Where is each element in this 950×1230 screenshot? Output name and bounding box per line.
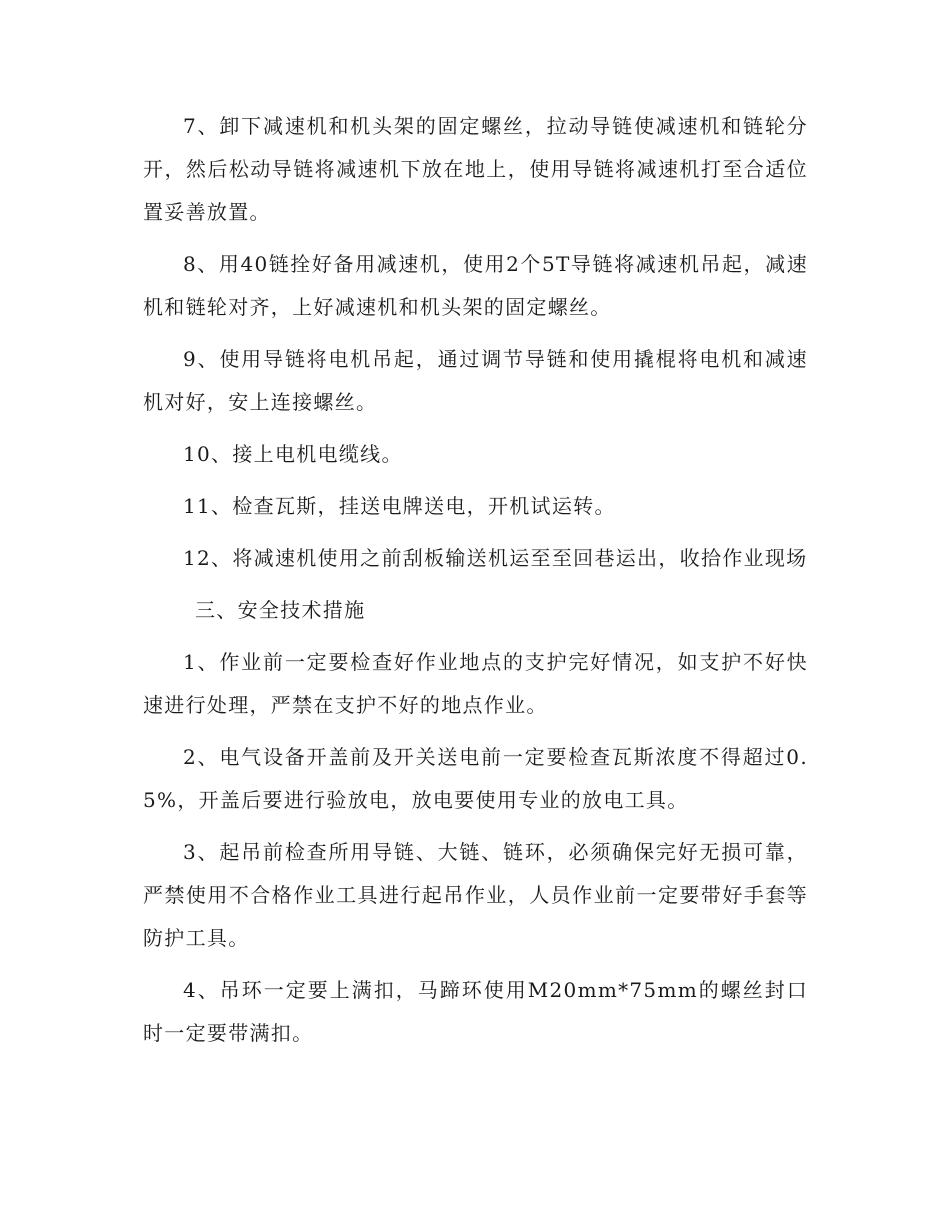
paragraph-measure-2: 2、电气设备开盖前及开关送电前一定要检查瓦斯浓度不得超过0.5%，开盖后要进行验放电，放电要使用专业的放电工具。 — [143, 745, 808, 812]
paragraph-step-9: 9、使用导链将电机吊起，通过调节导链和使用撬棍将电机和减速机对好，安上连接螺丝。 — [143, 347, 808, 414]
paragraph-measure-3: 3、起吊前检查所用导链、大链、链环，必须确保完好无损可靠，严禁使用不合格作业工具进行起吊作业，人员作业前一定要带好手套等防护工具。 — [143, 840, 808, 950]
document-page — [143, 105, 808, 1064]
paragraph-step-8: 8、用40链拴好备用减速机，使用2个5T导链将减速机吊起，减速机和链轮对齐，上好减速机和机头架的固定螺丝。 — [143, 252, 808, 319]
paragraph-step-7: 7、卸下减速机和机头架的固定螺丝，拉动导链使减速机和链轮分开，然后松动导链将减速机下放在地上，使用导链将减速机打至合适位置妥善放置。 — [143, 114, 808, 224]
paragraph-measure-1: 1、作业前一定要检查好作业地点的支护完好情况，如支护不好快速进行处理，严禁在支护不好的地点作业。 — [143, 650, 808, 717]
section-heading: 三、安全技术措施 — [195, 598, 366, 622]
paragraph-step-11: 11、检查瓦斯，挂送电牌送电，开机试运转。 — [183, 494, 616, 518]
paragraph-measure-4: 4、吊环一定要上满扣，马蹄环使用M20mm*75mm的螺丝封口时一定要带满扣。 — [143, 978, 808, 1045]
paragraph-step-12: 12、将减速机使用之前刮板输送机运至至回巷运出，收拾作业现场 — [183, 546, 808, 570]
paragraph-step-10: 10、接上电机电缆线。 — [183, 442, 403, 466]
